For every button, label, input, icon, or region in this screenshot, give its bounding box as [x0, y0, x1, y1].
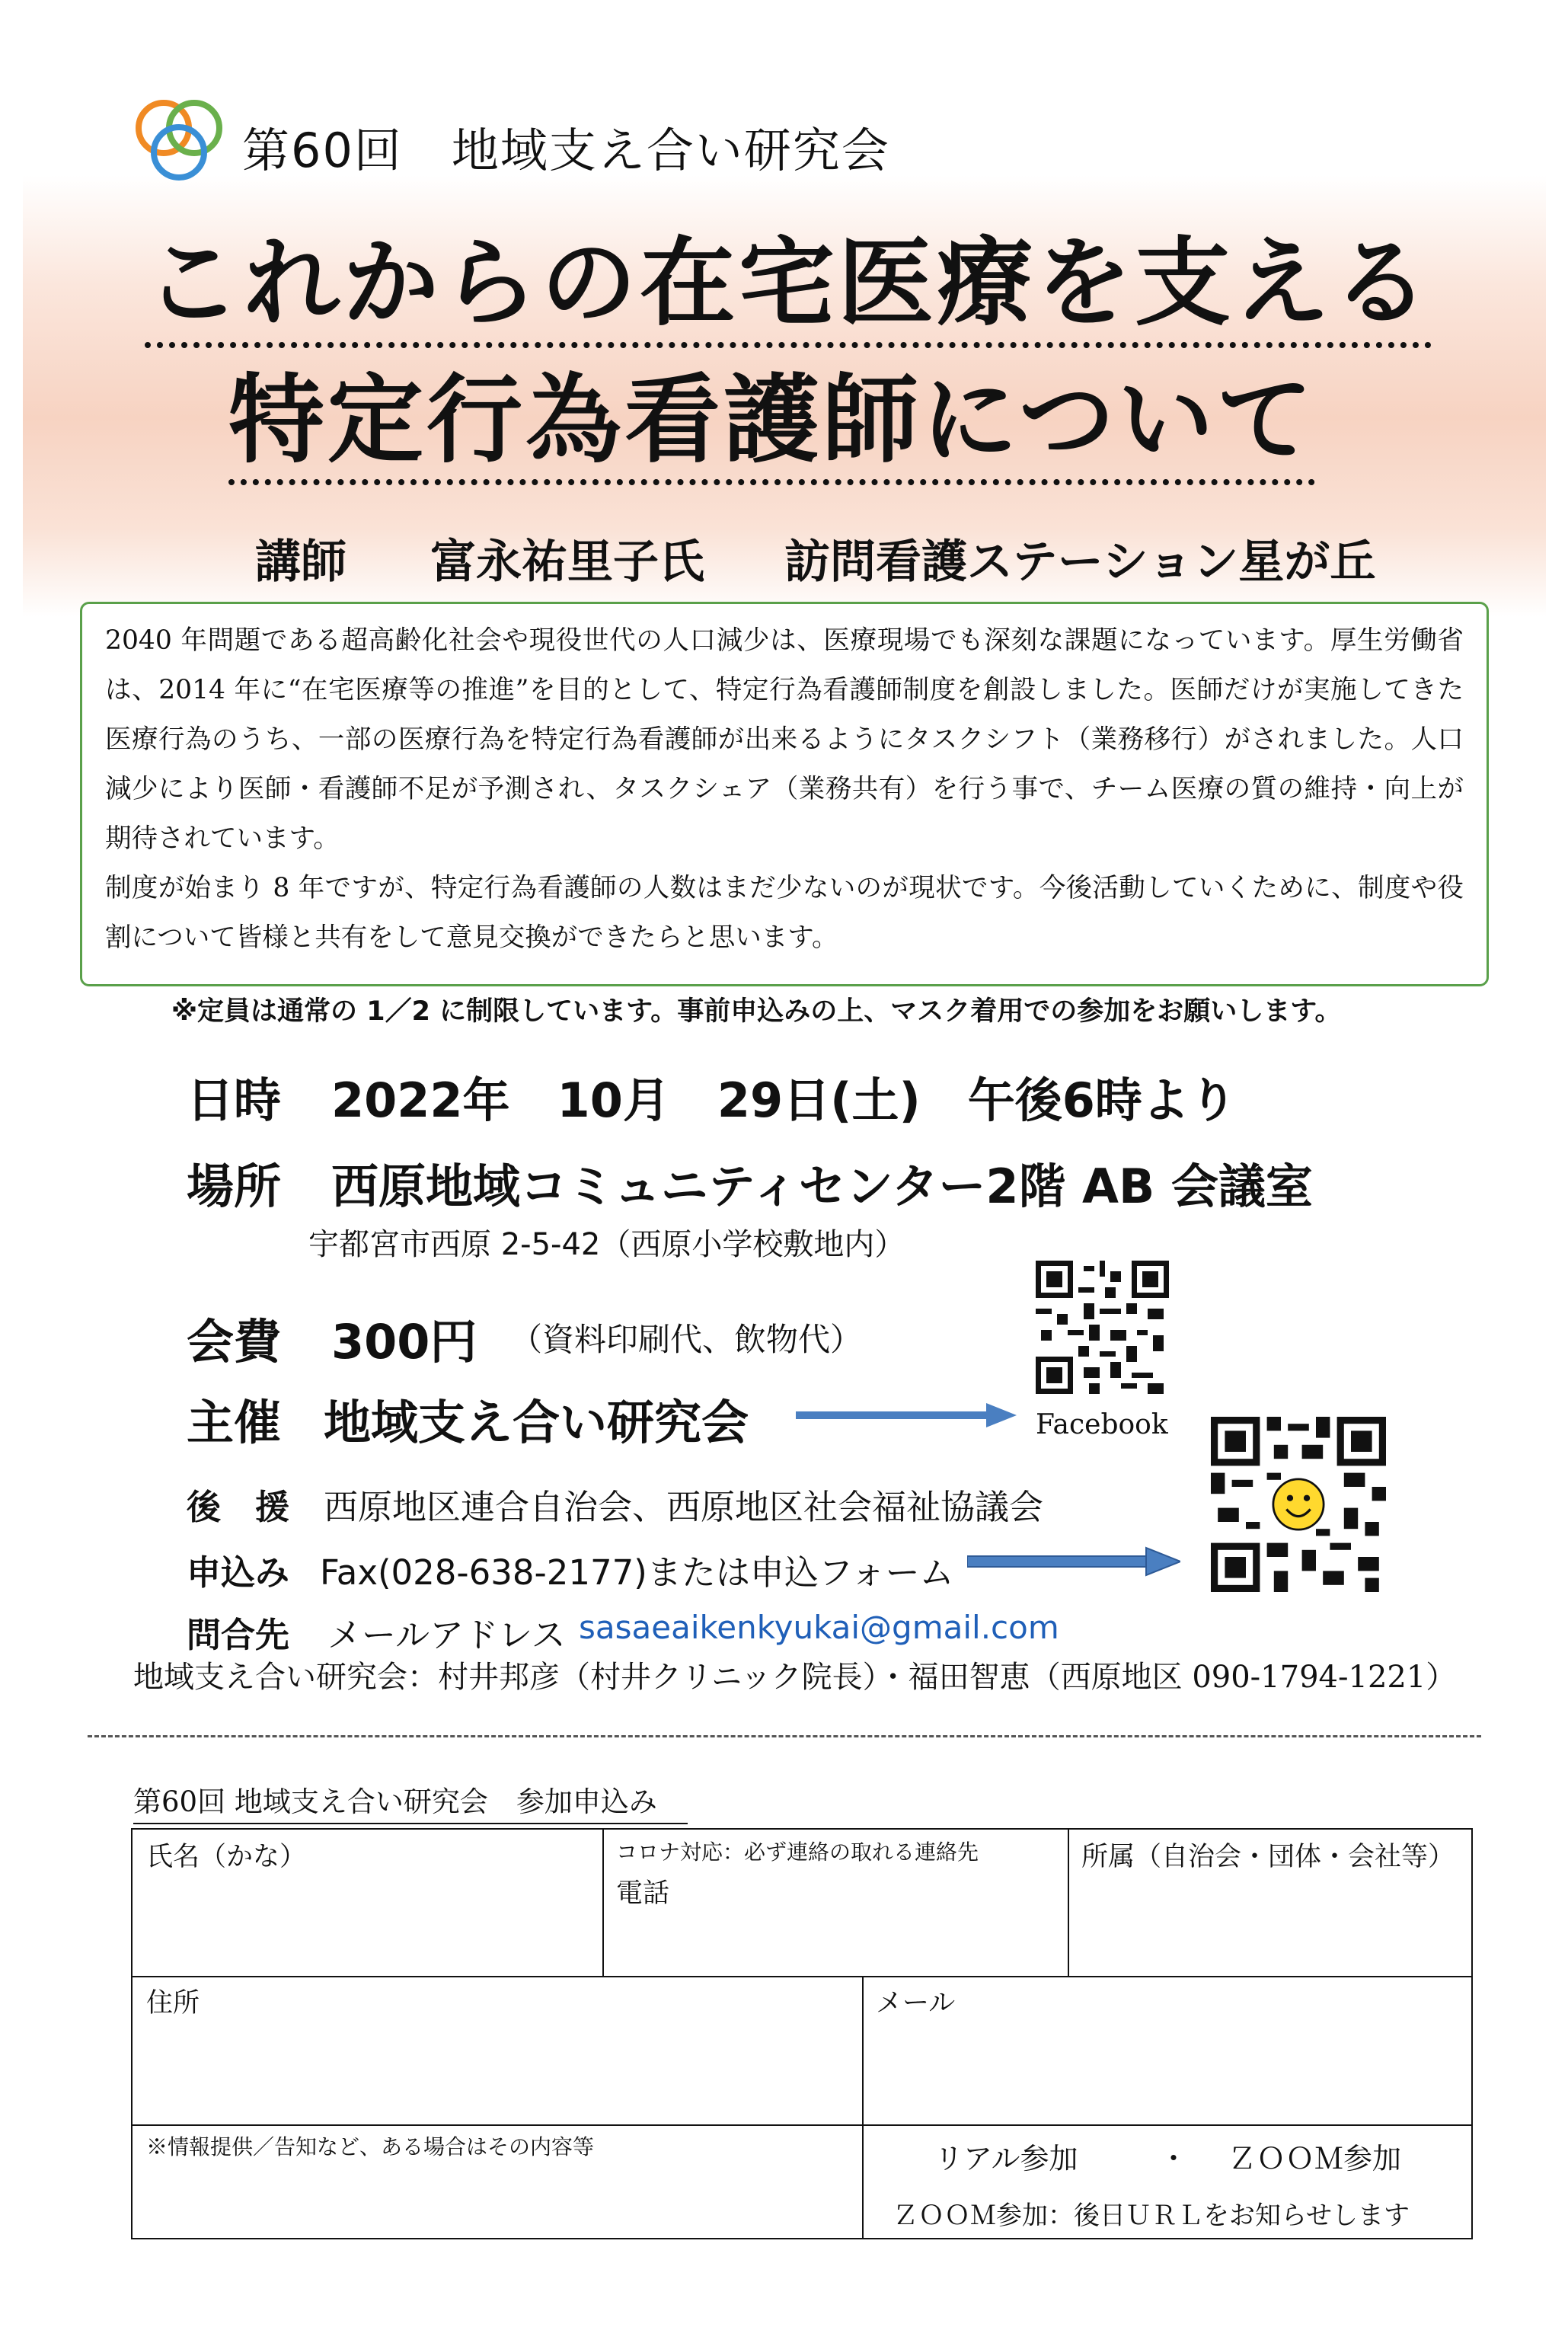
- phone-note: コロナ対応：必ず連絡の取れる連絡先: [616, 1840, 979, 1865]
- zoom-participation-option[interactable]: ＺＯＯＭ参加: [1228, 2142, 1402, 2175]
- apply-value: Fax(028-638-2177)または申込フォーム: [320, 1552, 954, 1593]
- intro-paragraph-2: 制度が始まり 8 年ですが、特定行為看護師の人数はまだ少ないのが現状です。今後活動していくために、制度や役割について皆様と共有をして意見交換ができたらと思います。: [105, 873, 1464, 953]
- datetime-value: 2022年 10月 29日(土) 午後6時より: [331, 1072, 1237, 1128]
- phone-label: 電話: [616, 1878, 670, 1909]
- fee-value: 300円: [331, 1314, 477, 1370]
- series-title: 第60回 地域支え合い研究会: [242, 123, 890, 178]
- inquiry-value: メールアドレス: [327, 1615, 566, 1655]
- address-label: 住所: [146, 1988, 200, 2019]
- datetime-label: 日時: [187, 1072, 282, 1128]
- real-participation-option[interactable]: リアル参加: [934, 2142, 1078, 2175]
- host-label: 主催: [187, 1395, 282, 1450]
- info-cell[interactable]: [133, 2124, 862, 2239]
- mail-cell[interactable]: [862, 1976, 1473, 2124]
- name-cell[interactable]: [133, 1830, 602, 1976]
- host-value: 地域支え合い研究会: [324, 1395, 749, 1450]
- arrow-to-form-icon: [967, 1546, 1180, 1577]
- affiliation-cell[interactable]: [1068, 1830, 1473, 1976]
- capacity-notice: ※定員は通常の 1／2 に制限しています。事前申込みの上、マスク着用での参加をお願いします。: [171, 996, 1342, 1027]
- facebook-qr-code-icon[interactable]: [1036, 1261, 1169, 1394]
- place-value: 西原地域コミュニティセンター2階 AB 会議室: [331, 1159, 1313, 1214]
- phone-cell[interactable]: [602, 1830, 1068, 1976]
- arrow-to-facebook-icon: [796, 1400, 1017, 1430]
- affiliation-label: 所属（自治会・団体・会社等）: [1081, 1842, 1455, 1872]
- support-value: 西原地区連合自治会、西原地区社会福祉協議会: [324, 1487, 1044, 1527]
- fee-label: 会費: [187, 1314, 282, 1370]
- inquiry-label: 問合先: [187, 1615, 290, 1655]
- application-form-qr-code-icon[interactable]: [1211, 1417, 1386, 1592]
- facebook-label: Facebook: [1036, 1409, 1168, 1440]
- address-cell[interactable]: [133, 1976, 862, 2124]
- main-title-line2: 特定行為看護師について: [228, 366, 1315, 485]
- contact-line: 地域支え合い研究会：村井邦彦（村井クリニック院長）・福田智恵（西原地区 090-1794-1221）: [133, 1660, 1457, 1695]
- support-label: 後 援: [187, 1487, 290, 1527]
- info-label: ※情報提供／告知など、ある場合はその内容等: [146, 2134, 595, 2159]
- fee-note: （資料印刷代、飲物代）: [510, 1321, 863, 1358]
- intro-box: [80, 602, 1489, 986]
- three-rings-logo-icon: [129, 91, 228, 183]
- main-title-line1: これからの在宅医療を支える: [145, 229, 1432, 348]
- option-separator: ・: [1159, 2142, 1189, 2175]
- lecturer-name: 富永祐里子氏: [430, 535, 704, 589]
- lecturer-org: 訪問看護ステーション星が丘: [784, 535, 1376, 589]
- form-title: 第60回 地域支え合い研究会 参加申込み: [133, 1779, 688, 1824]
- intro-paragraph-1: 2040 年問題である超高齢化社会や現役世代の人口減少は、医療現場でも深刻な課題になっています。厚生労働省は、2014 年に“在宅医療等の推進”を目的として、特定行為看護師制度を創設しました。医師だけが実施してきた医療行為のうち、一部の医療行為を特定行為看護師が出来るようにタスクシフト（業務移行）がされました。人口減少により医師・看護師不足が予測され、タスクシェア（業務共有）を行う事で、チーム医療の質の維持・向上が期待されています。: [105, 625, 1464, 854]
- address: 宇都宮市西原 2-5-42（西原小学校敷地内）: [308, 1227, 905, 1262]
- application-form-table: [131, 1828, 1473, 2239]
- apply-label: 申込み: [187, 1552, 290, 1593]
- lecturer-label: 講師: [255, 535, 346, 589]
- participation-cell: [862, 2124, 1473, 2239]
- mail-label: メール: [876, 1988, 956, 2019]
- contact-email-link[interactable]: sasaeaikenkyukai@gmail.com: [579, 1609, 1059, 1646]
- name-label: 氏名（かな）: [146, 1842, 307, 1872]
- place-label: 場所: [187, 1159, 282, 1214]
- zoom-note: ＺＯＯＭ参加：後日ＵＲＬをお知らせします: [893, 2201, 1410, 2231]
- cut-line: [88, 1735, 1481, 1737]
